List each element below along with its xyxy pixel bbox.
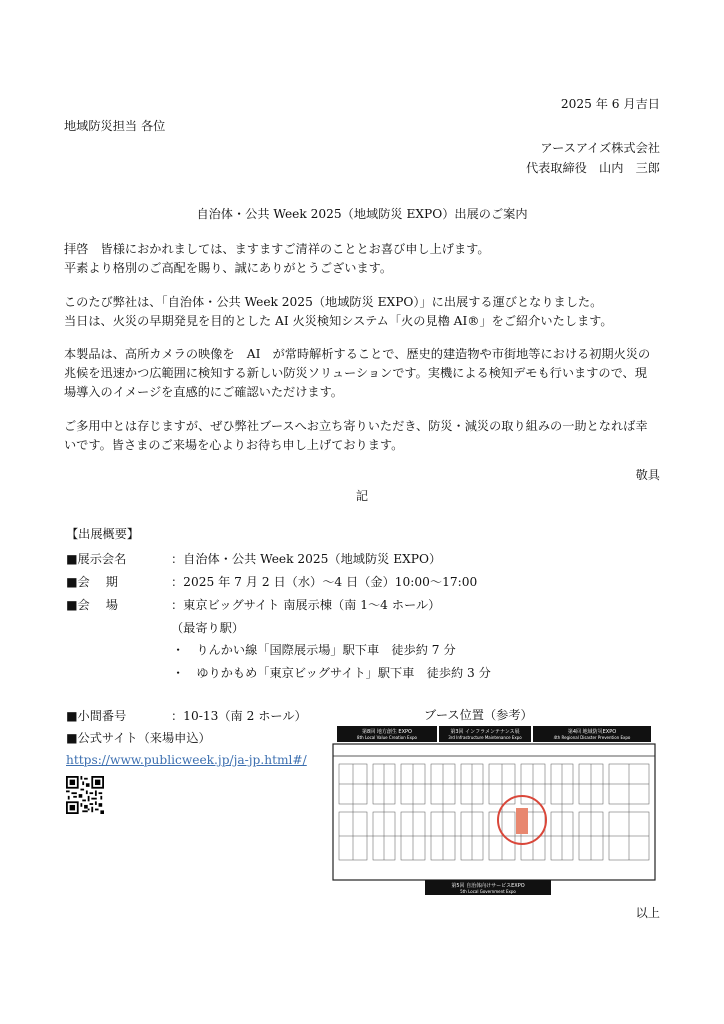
text-line: 平素より格別のご高配を賜り、誠にありがとうございます。: [64, 261, 393, 275]
ki-mark: 記: [355, 489, 369, 503]
official-site-label: ■公式サイト（来場申込）: [66, 731, 211, 745]
sender-name: 代表取締役 山内 三郎: [525, 161, 660, 175]
text-line: 当日は、火災の早期発見を目的とした AI 火災検知システム「火の見櫓 AI®」をご紹介いたします。: [64, 314, 613, 328]
booth-floor-map: [329, 724, 659, 896]
overview-row-venue: [66, 596, 440, 615]
row-label: ■小間番号: [66, 709, 127, 723]
banner-bottom-jp: 第5回 自治体向けサービスEXPO: [451, 883, 525, 889]
banner-top-3-en: 4th Regional Disaster Prevention Expo: [553, 735, 631, 740]
qr-code-icon[interactable]: [66, 776, 104, 814]
banner-top-2-en: 3rd Infrastructure Maintenance Expo: [448, 735, 522, 740]
paragraph-announcement: [64, 293, 664, 331]
row-value: ：2025 年 7 月 2 日（水）～4 日（金）10:00～17:00: [171, 575, 478, 589]
banner-top-1-jp: 第8回 地方創生 EXPO: [362, 729, 412, 735]
text-line: 兆候を迅速かつ広範囲に検知する新しい防災ソリューションです。実機による検知デモも行いますので、現: [64, 366, 647, 380]
text-line: 拝啓 皆様におかれましては、ますますご清祥のこととお喜び申し上げます。: [64, 242, 490, 256]
row-label: ■展示会名: [66, 552, 127, 566]
paragraph-greeting: [64, 240, 664, 278]
document-title: 自治体・公共 Week 2025（地域防災 EXPO）出展のご案内: [196, 207, 528, 221]
date: 2025 年 6 月吉日: [560, 97, 660, 111]
row-value: ：自治体・公共 Week 2025（地域防災 EXPO）: [171, 552, 442, 566]
paragraph-product: [64, 345, 664, 402]
banner-top-3-jp: 第4回 地域防災EXPO: [567, 729, 617, 735]
text-line: 場導入のイメージを直感的にご確認いただけます。: [64, 385, 343, 399]
overview-row-exhibition: [66, 550, 441, 569]
row-label: ■会 期: [66, 575, 118, 589]
banner-top-2-jp: 第3回 インフラメンテナンス展: [450, 729, 520, 735]
overview-heading: 【出展概要】: [66, 527, 140, 541]
end-mark: 以上: [635, 906, 660, 920]
station-rinkai: ・ りんかい線「国際展示場」駅下車 徒歩約 7 分: [172, 643, 456, 657]
highlighted-booth: [516, 808, 528, 834]
closing: 敬具: [635, 468, 660, 482]
text-line: ご多用中とは存じますが、ぜひ弊社ブースへお立ち寄りいただき、防災・減災の取り組みの一助となれば幸: [64, 419, 648, 433]
map-caption: ブース位置（参考）: [424, 708, 533, 722]
text-line: 本製品は、高所カメラの映像を AI が常時解析することで、歴史的建造物や市街地等における初期火災の: [64, 347, 651, 361]
row-value: ：東京ビッグサイト 南展示棟（南 1～4 ホール）: [171, 598, 441, 612]
paragraph-invitation: [64, 417, 664, 455]
text-line: このたび弊社は、「自治体・公共 Week 2025（地域防災 EXPO）」に出展する運びとなりました。: [64, 295, 603, 309]
banner-bottom-en: 5th Local Government Expo: [460, 889, 516, 894]
row-label: ■会 場: [66, 598, 118, 612]
text-line: いです。皆さまのご来場を心よりお待ち申し上げております。: [64, 438, 404, 452]
station-yurikamome: ・ ゆりかもめ「東京ビッグサイト」駅下車 徒歩約 3 分: [172, 666, 491, 680]
banner-top-1-en: 8th Local Value Creation Expo: [357, 735, 417, 740]
row-value: ：10-13（南 2 ホール）: [171, 709, 307, 723]
overview-row-period: [66, 573, 477, 592]
booth-number-row: [66, 707, 307, 726]
recipient: 地域防災担当 各位: [64, 119, 166, 133]
official-site-link[interactable]: https://www.publicweek.jp/ja-jp.html#/: [66, 753, 307, 767]
sender-company: アースアイズ株式会社: [540, 141, 660, 155]
station-heading: （最寄り駅）: [171, 621, 245, 635]
